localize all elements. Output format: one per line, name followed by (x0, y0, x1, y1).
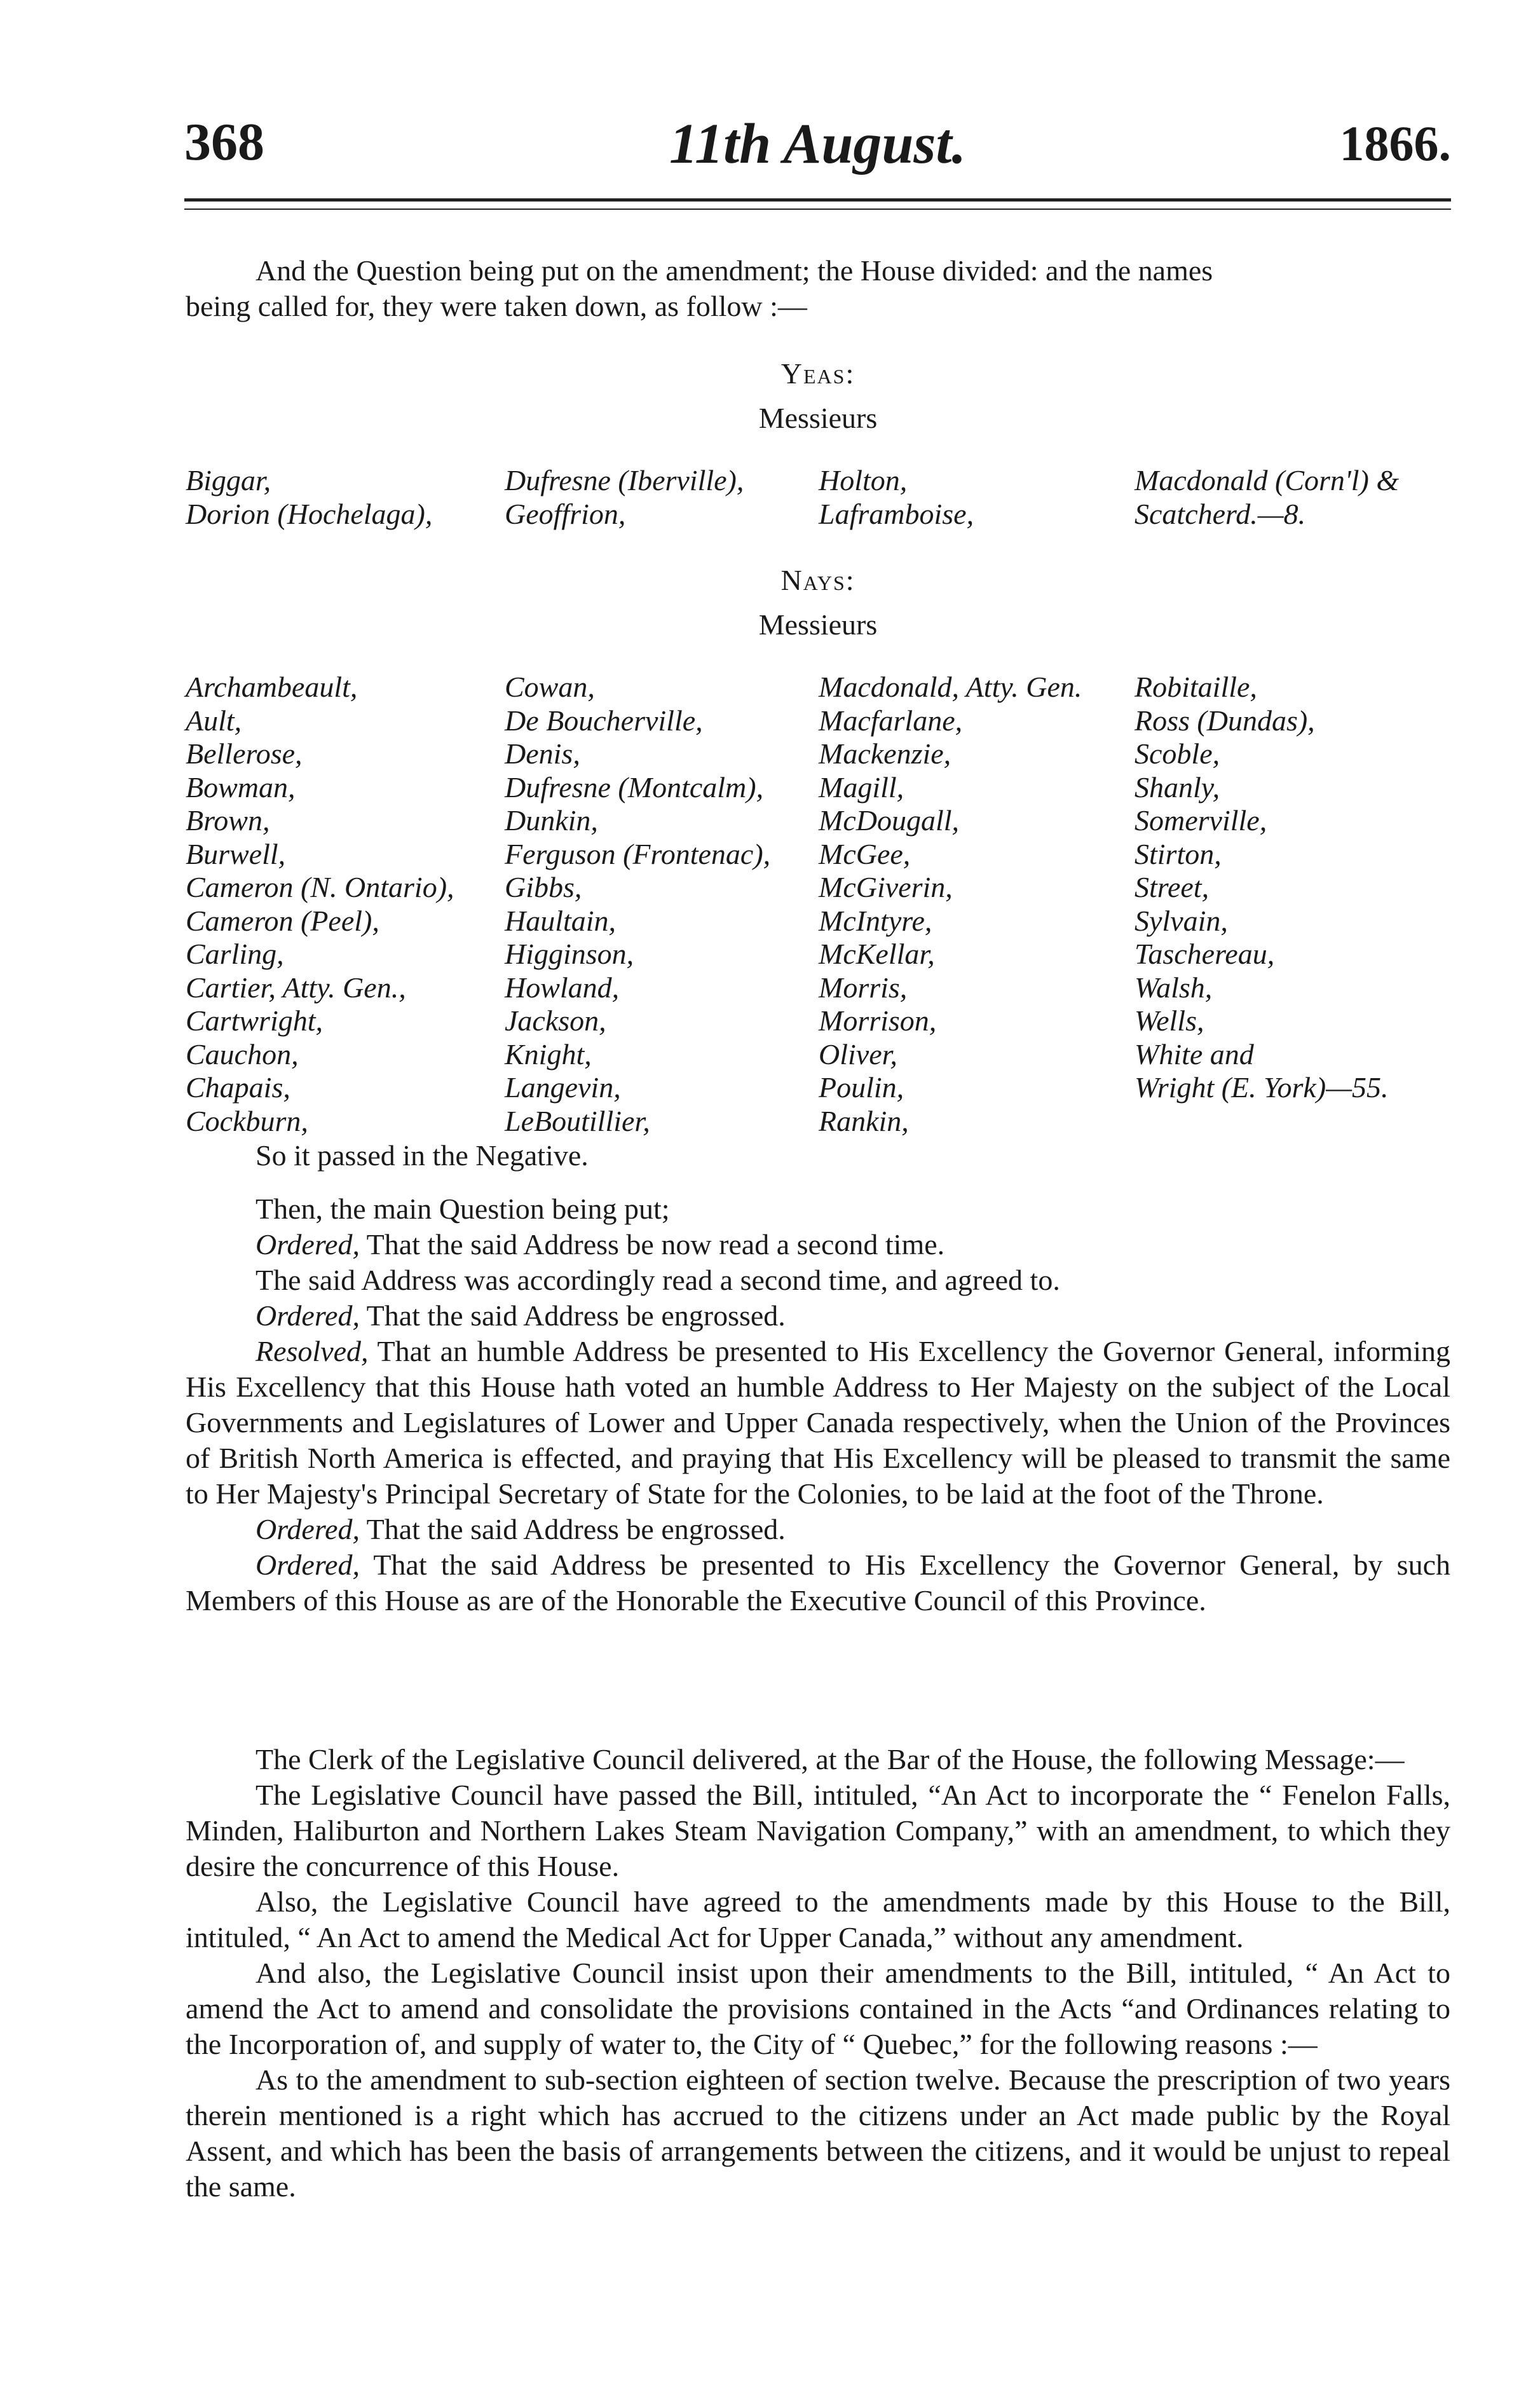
member-name: McKellar, (819, 938, 935, 970)
member-name: Wells, (1135, 1004, 1204, 1037)
nays-names (186, 671, 1457, 1141)
ordered-label: Ordered, (256, 1228, 360, 1261)
main-question-line: Then, the main Question being put; (256, 1193, 670, 1225)
member-name: Denis, (505, 737, 580, 770)
ordered-label: Ordered, (256, 1513, 360, 1545)
ordered-line (186, 1298, 1450, 1334)
message-intro: The Clerk of the Legislative Council delivered, at the Bar of the House, the following Message:— (256, 1743, 1405, 1775)
member-name: Dorion (Hochelaga), (186, 497, 433, 530)
member-name: Walsh, (1135, 971, 1213, 1004)
ordered-label: Ordered, (256, 1299, 360, 1332)
ordered-read-text: That the said Address be now read a second time. (366, 1228, 945, 1261)
member-name: Knight, (505, 1037, 592, 1071)
yeas-heading: Yeas: (780, 357, 855, 390)
member-name: Macdonald (Corn'l) & (1135, 464, 1400, 496)
member-name: Mackenzie, (819, 737, 951, 770)
ordered-line (186, 1512, 1450, 1547)
member-name: Brown, (186, 804, 270, 837)
nays-heading-block (186, 563, 1450, 643)
member-name: De Boucherville, (505, 704, 703, 737)
page-header (184, 111, 1451, 181)
member-name: Robitaille, (1135, 671, 1257, 703)
yeas-column (1135, 464, 1399, 531)
ordered-label: Ordered, (256, 1549, 360, 1581)
member-name: Carling, (186, 938, 284, 970)
ordered-engrossed-text: That the said Address be engrossed. (366, 1299, 786, 1332)
member-name: Cameron (Peel), (186, 904, 379, 937)
member-name: Langevin, (505, 1071, 621, 1104)
resolved-label: Resolved, (256, 1335, 369, 1367)
message-paragraph: And also, the Legislative Council insist upon their amendments to the Bill, intituled, “ An Act to amend the Act to amend and consolidate the provisions contained in the Acts “and Ordinances relating to the Incorporation of, and supply of water to, the City of “ Quebec,” for the following reasons :— (186, 1957, 1450, 2060)
nays-sub: Messieurs (758, 608, 878, 641)
proceedings (186, 1138, 1450, 1618)
intro-line: being called for, they were taken down, as follow :— (186, 290, 807, 322)
member-name: Scatcherd.—8. (1135, 497, 1306, 530)
intro-line: And the Question being put on the amendment; the House divided: and the names (256, 254, 1213, 287)
member-name: Bowman, (186, 770, 296, 804)
member-name: Dufresne (Montcalm), (505, 770, 764, 804)
member-name: McDougall, (819, 804, 960, 837)
member-name: Cartier, Atty. Gen., (186, 971, 406, 1004)
member-name: Higginson, (505, 938, 634, 970)
member-name: Laframboise, (819, 497, 974, 530)
header-rule-thin (184, 209, 1451, 210)
member-name: Geoffrion, (505, 497, 626, 530)
message-paragraph: Also, the Legislative Council have agreed to the amendments made by this House to the Bill, intituled, “ An Act to amend the Medical Act for Upper Canada,” without any amendment. (186, 1885, 1450, 1953)
negative-line: So it passed in the Negative. (256, 1139, 589, 1172)
member-name: Ferguson (Frontenac), (505, 837, 771, 870)
member-name: Cameron (N. Ontario), (186, 871, 454, 903)
member-name: Shanly, (1135, 770, 1220, 804)
member-name: McGiverin, (819, 871, 953, 903)
member-name: Cockburn, (186, 1104, 308, 1137)
read-agreed-line: The said Address was accordingly read a second time, and agreed to. (256, 1264, 1060, 1296)
member-name: LeBoutillier, (505, 1104, 650, 1137)
ordered-engrossed-2-text: That the said Address be engrossed. (366, 1513, 786, 1545)
member-name: McGee, (819, 837, 911, 870)
ordered-presented-text: That the said Address be presented to His Excellency the Governor General, by such Members of this House as are of the Honorable the Executive Council of this Province. (186, 1549, 1450, 1617)
member-name: Sylvain, (1135, 904, 1228, 937)
resolved-text: That an humble Address be presented to His Excellency the Governor General, informing His Excellency that this House hath voted an humble Address to Her Majesty on the subject of the Local Governments and Legislatures of Lower and Upper Canada respectively, when the Union of the Provinces of British North America is effected, and praying that His Excellency will be pleased to transmit the same to Her Majesty's Principal Secretary of State for the Colonies, to be laid at the foot of the Throne. (186, 1335, 1450, 1510)
member-name: Scoble, (1135, 737, 1220, 770)
nays-heading: Nays: (780, 564, 855, 596)
member-name: Biggar, (186, 464, 271, 496)
member-name: Cartwright, (186, 1004, 324, 1037)
member-name: Ross (Dundas), (1135, 704, 1315, 737)
member-name: Oliver, (819, 1037, 897, 1071)
member-name: Howland, (505, 971, 620, 1004)
member-name: Holton, (819, 464, 908, 496)
yeas-names (186, 464, 1457, 534)
page-year: 1866. (1339, 116, 1451, 171)
yeas-sub: Messieurs (758, 402, 878, 434)
member-name: Rankin, (819, 1104, 909, 1137)
yeas-column (819, 464, 974, 531)
ordered-presented-paragraph (186, 1547, 1450, 1618)
member-name: Archambeault, (186, 671, 358, 703)
yeas-column (505, 464, 744, 531)
member-name: Poulin, (819, 1071, 904, 1104)
member-name: Macfarlane, (819, 704, 963, 737)
member-name: Burwell, (186, 837, 286, 870)
member-name: McIntyre, (819, 904, 932, 937)
member-name: Bellerose, (186, 737, 303, 770)
yeas-heading-block (186, 356, 1450, 436)
member-name: Stirton, (1135, 837, 1222, 870)
yeas-column (186, 464, 432, 531)
member-name: Ault, (186, 704, 242, 737)
member-name: Chapais, (186, 1071, 290, 1104)
council-message (186, 1742, 1450, 2205)
member-name: Morrison, (819, 1004, 937, 1037)
member-name: Macdonald, Atty. Gen. (819, 671, 1082, 703)
message-paragraph: The Legislative Council have passed the Bill, intituled, “An Act to incorporate the “ Fenelon Falls, Minden, Haliburton and Northern Lakes Steam Navigation Company,” with an amendment, to which they desire the concurrence of this House. (186, 1779, 1450, 1882)
nays-column (819, 671, 1082, 1138)
member-name: Street, (1135, 871, 1210, 903)
division-intro (186, 253, 1450, 324)
ordered-line (186, 1227, 1450, 1262)
member-name: Taschereau, (1135, 938, 1275, 970)
header-rule-thick (184, 198, 1451, 202)
member-name: Morris, (819, 971, 908, 1004)
member-name: Gibbs, (505, 871, 582, 903)
member-name: Somerville, (1135, 804, 1267, 837)
member-name: Dunkin, (505, 804, 598, 837)
nays-column (1135, 671, 1389, 1105)
member-name: Cowan, (505, 671, 595, 703)
member-name: Haultain, (505, 904, 617, 937)
message-paragraph: As to the amendment to sub-section eighteen of section twelve. Because the prescription of two years therein mentioned is a right which has accrued to the citizens under an Act made public by the Royal Assent, and which has been the basis of arrangements between the citizens, and it would be unjust to repeal the same. (186, 2063, 1450, 2203)
page-number: 368 (184, 113, 264, 172)
page-date: 11th August. (669, 113, 966, 175)
nays-column (505, 671, 770, 1138)
resolved-paragraph (186, 1334, 1450, 1512)
member-name: White and (1135, 1037, 1254, 1071)
nays-column (186, 671, 454, 1138)
member-name: Dufresne (Iberville), (505, 464, 744, 496)
member-name: Wright (E. York)—55. (1135, 1071, 1389, 1104)
member-name: Jackson, (505, 1004, 606, 1037)
member-name: Cauchon, (186, 1037, 299, 1071)
member-name: Magill, (819, 770, 904, 804)
